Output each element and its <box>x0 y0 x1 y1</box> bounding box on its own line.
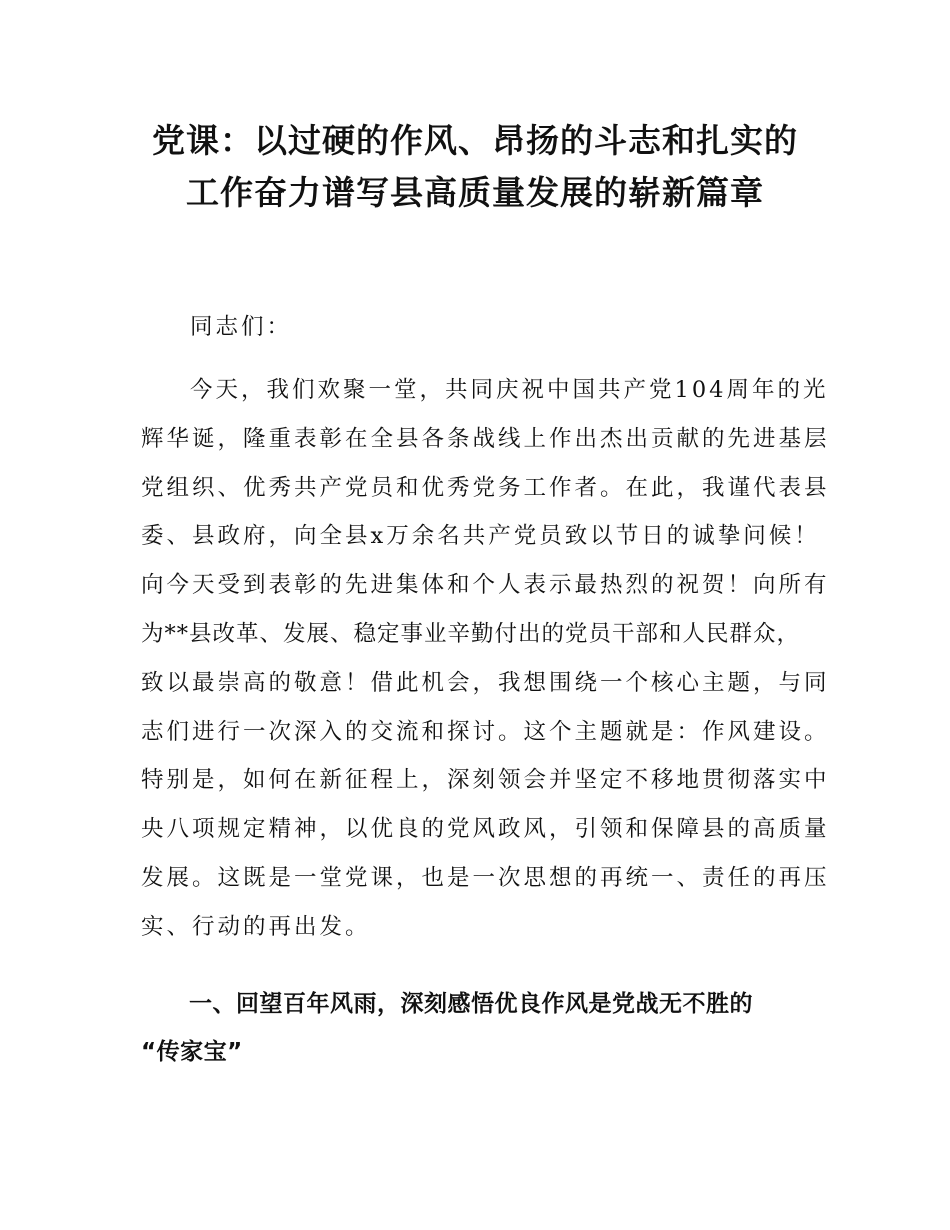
paragraph-line: 志们进行一次深入的交流和探讨。这个主题就是：作风建设。 <box>141 718 830 745</box>
paragraph-line: 央八项规定精神，以优良的党风政风，引领和保障县的高质量 <box>141 816 830 843</box>
paragraph-line: 辉华诞，隆重表彰在全县各条战线上作出杰出贡献的先进基层 <box>141 425 830 452</box>
salutation: 同志们： <box>190 314 293 340</box>
paragraph-line: 实、行动的再出发。 <box>141 913 371 940</box>
paragraph-line: 为**县改革、发展、稳定事业辛勤付出的党员干部和人民群众， <box>141 620 801 647</box>
paragraph-line: 今天，我们欢聚一堂，共同庆祝中国共产党104周年的光 <box>190 377 829 403</box>
section-heading-line-1: 一、回望百年风雨，深刻感悟优良作风是党战无不胜的 <box>189 991 753 1017</box>
body-paragraph <box>141 370 830 956</box>
paragraph-line: 委、县政府，向全县x万余名共产党员致以节日的诚挚问候！ <box>141 523 820 550</box>
section-heading-line-2: “传家宝” <box>141 1039 243 1065</box>
document-title-line-2: 工作奋力谱写县高质量发展的崭新篇章 <box>186 173 764 212</box>
paragraph-line: 发展。这既是一堂党课，也是一次思想的再统一、责任的再压 <box>141 864 830 891</box>
paragraph-line: 党组织、优秀共产党员和优秀党务工作者。在此，我谨代表县 <box>141 474 830 501</box>
paragraph-line: 向今天受到表彰的先进集体和个人表示最热烈的祝贺！向所有 <box>141 572 830 599</box>
paragraph-line: 致以最崇高的敬意！借此机会，我想围绕一个核心主题，与同 <box>141 669 830 696</box>
section-heading <box>141 984 753 1080</box>
paragraph-line: 特别是，如何在新征程上，深刻领会并坚定不移地贯彻落实中 <box>141 767 830 794</box>
document-title-line-1: 党课：以过硬的作风、昂扬的斗志和扎实的 <box>152 121 798 160</box>
